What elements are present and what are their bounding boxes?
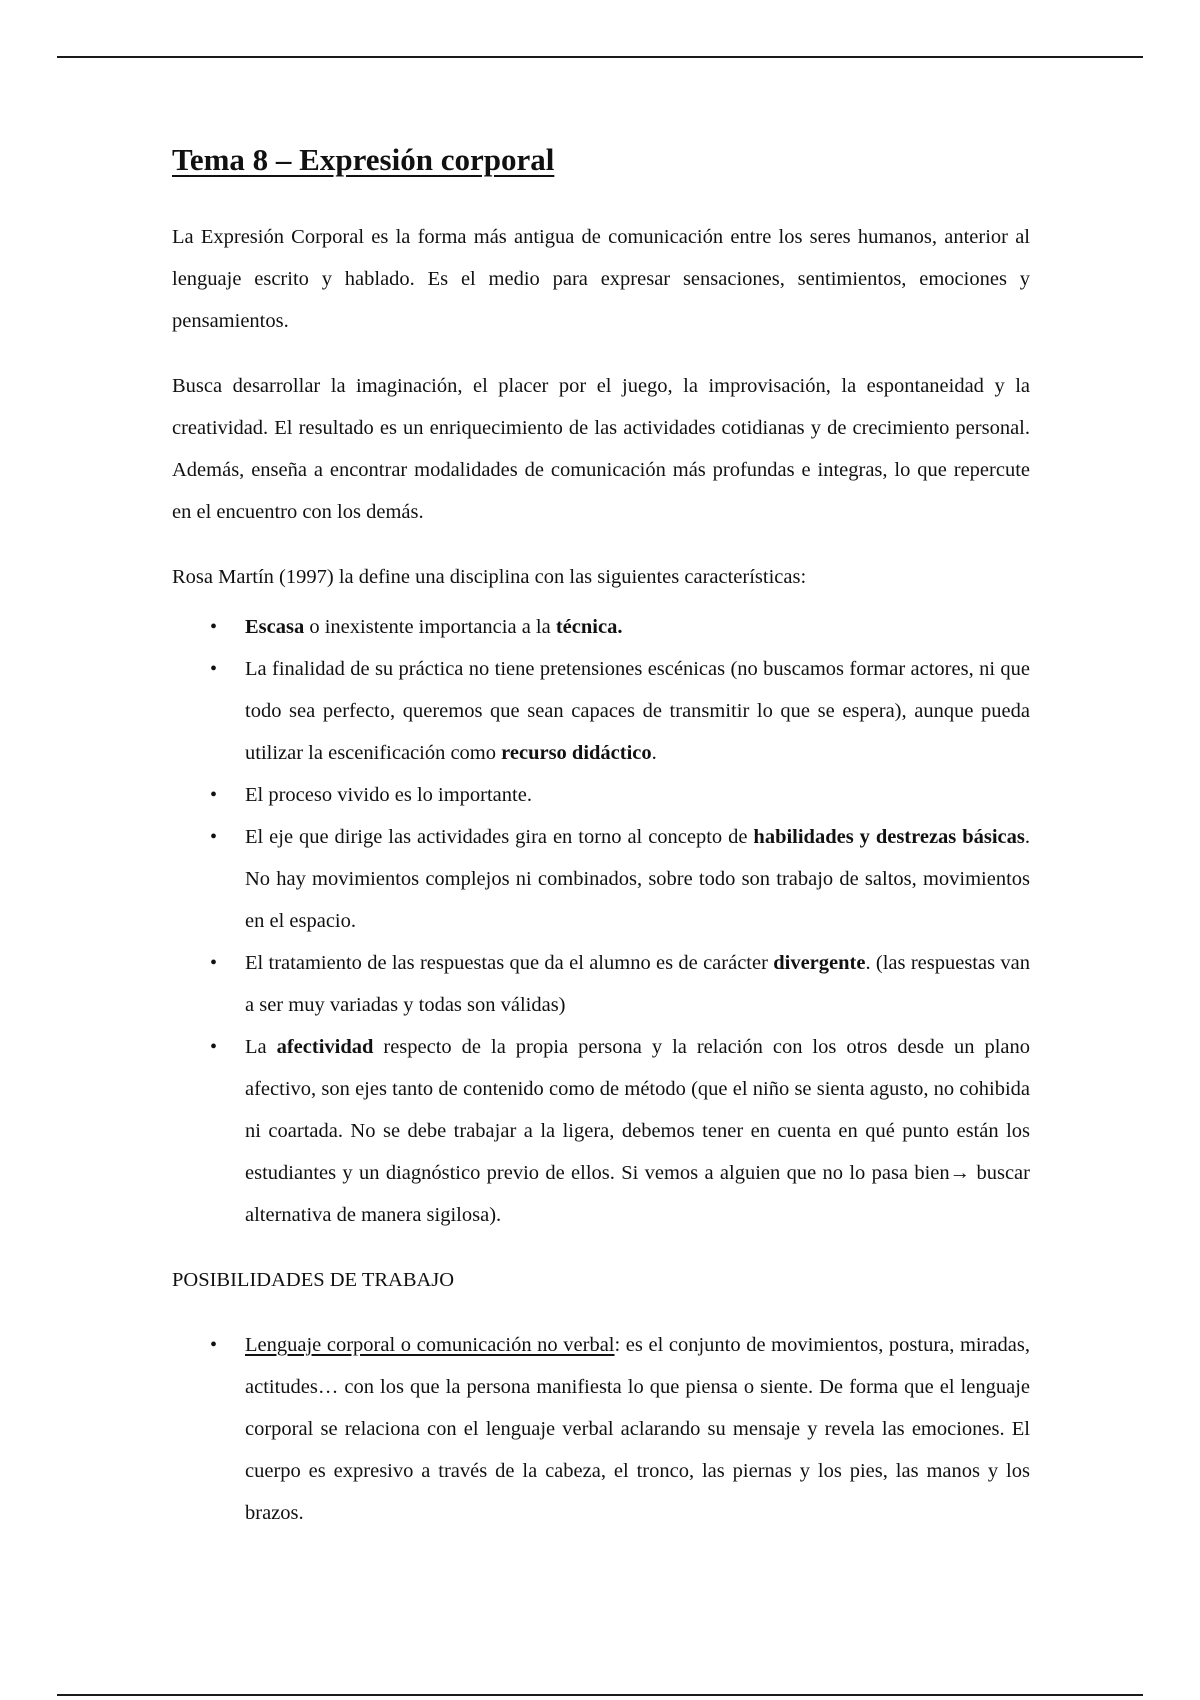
bullet-icon: • [210,1334,218,1356]
bottom-rule [57,1694,1143,1696]
bullet-icon: • [210,658,218,680]
bullet-icon: • [210,616,218,638]
top-rule [57,56,1143,58]
list-item: • Lenguaje corporal o comunicación no verbal: es el conjunto de movimientos, postura, miradas, actitudes… con los que la persona manifiesta lo que piensa o siente. De forma que el lenguaje corporal se relaciona con el lenguaje verbal aclarando su mensaje y revela las emociones. El cuerpo es expresivo a través de la cabeza, el tronco, las piernas y los pies, las manos y los brazos. [172,1324,1030,1534]
bullet-icon: • [210,1036,218,1058]
bullet-icon: • [210,784,218,806]
list-item: • El eje que dirige las actividades gira en torno al concepto de habilidades y destrezas básicas. No hay movimientos complejos ni combinados, sobre todo son trabajo de saltos, movimientos en el espacio. [172,816,1030,942]
page-title: Tema 8 – Expresión corporal [172,142,555,177]
paragraph-definition: Rosa Martín (1997) la define una disciplina con las siguientes características: [172,566,807,588]
paragraph-intro: La Expresión Corporal es la forma más antigua de comunicación entre los seres humanos, anterior al lenguaje escrito y hablado. Es el medio para expresar sensaciones, sentimientos, emociones y pensamientos. [172,226,1030,332]
characteristics-list [172,606,1030,1236]
list-item: • El proceso vivido es lo importante. [172,774,1030,816]
section-heading: POSIBILIDADES DE TRABAJO [172,1269,455,1291]
paragraph-goals: Busca desarrollar la imaginación, el placer por el juego, la improvisación, la espontaneidad y la creatividad. El resultado es un enriquecimiento de las actividades cotidianas y de crecimiento personal. Además, enseña a encontrar modalidades de comunicación más profundas e integras, lo que repercute en el encuentro con los demás. [172,375,1030,523]
document-body [172,138,1030,1557]
bullet-icon: • [210,826,218,848]
bullet-icon: • [210,952,218,974]
work-possibilities-list [172,1324,1030,1534]
list-item: • La afectividad respecto de la propia persona y la relación con los otros desde un plano afectivo, son ejes tanto de contenido como de método (que el niño se sienta agusto, no cohibida ni coartada. No se debe trabajar a la ligera, debemos tener en cuenta en qué punto están los estudiantes y un diagnóstico previo de ellos. Si vemos a alguien que no lo pasa bien→ buscar alternativa de manera sigilosa). [172,1026,1030,1236]
list-item: • La finalidad de su práctica no tiene pretensiones escénicas (no buscamos formar actores, ni que todo sea perfecto, queremos que sean capaces de transmitir lo que se espera), aunque pueda utilizar la escenificación como recurso didáctico. [172,648,1030,774]
list-item: • El tratamiento de las respuestas que da el alumno es de carácter divergente. (las respuestas van a ser muy variadas y todas son válidas) [172,942,1030,1026]
list-item: • Escasa o inexistente importancia a la técnica. [172,606,1030,648]
